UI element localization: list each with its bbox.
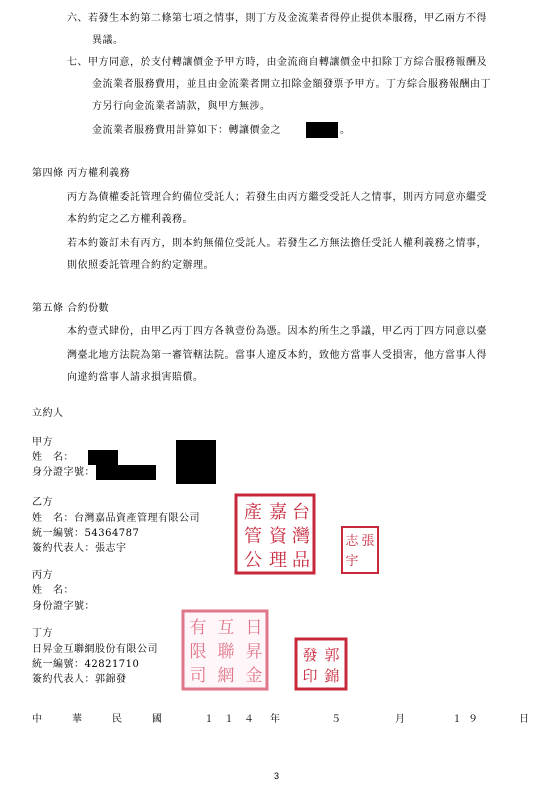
seal-character: 日 bbox=[245, 618, 263, 638]
seal-character: 郭 bbox=[324, 646, 340, 664]
signatories-header: 立約人 bbox=[32, 408, 64, 419]
seal-character: 宇 bbox=[345, 554, 359, 569]
article-4-p1-line-1: 丙方為債權委託管理合約備位受託人；若發生由丙方繼受受託人之情事，則丙方同意亦繼受 bbox=[67, 192, 487, 203]
party-b-company-seal-chars bbox=[244, 502, 310, 571]
redacted-fee-rate bbox=[306, 122, 338, 138]
party-d-company-seal-chars bbox=[190, 618, 263, 686]
date-month-unit: 月 bbox=[395, 714, 405, 725]
article-5-p1-line-2: 灣臺北地方法院為第一審管轄法院。當事人違反本約，致他方當事人受損害，他方當事人得 bbox=[67, 350, 487, 361]
seal-character: 管 bbox=[244, 526, 262, 547]
date-day-unit: 日 bbox=[519, 714, 529, 725]
seal-character: 有 bbox=[189, 618, 207, 638]
seal-character: 資 bbox=[269, 526, 287, 547]
redacted-party-a-seal bbox=[176, 440, 216, 484]
clause-7-line-3: 方另行向金流業者請款，與甲方無涉。 bbox=[92, 101, 271, 112]
party-b-personal-seal-chars bbox=[345, 533, 374, 569]
clause-6-line-1: 六、若發生本約第二條第七項之情事，則丁方及金流業者得停止提供本服務，甲乙兩方不得 bbox=[67, 13, 487, 24]
article-5-p1-line-3: 向違約當事人請求損害賠償。 bbox=[67, 372, 204, 383]
party-b-personal-seal bbox=[340, 525, 380, 575]
party-d-tax-id-line: 統一編號：42821710 bbox=[32, 659, 140, 670]
party-a-id-label: 身分證字號： bbox=[32, 467, 95, 478]
party-d-name-line: 日昇金互聯網股份有限公司 bbox=[32, 644, 158, 655]
seal-character: 張 bbox=[361, 534, 375, 549]
seal-character: 台 bbox=[292, 502, 310, 523]
article-4-p1-line-2: 本約約定之乙方權利義務。 bbox=[67, 214, 193, 225]
date-month: ５ bbox=[331, 714, 341, 725]
redacted-party-a-id bbox=[96, 465, 156, 480]
date-year-unit: 年 bbox=[270, 714, 280, 725]
article-5-p1-line-1: 本約壹式肆份，由甲乙丙丁四方各執壹份為憑。因本約所生之爭議，甲乙丙丁四方同意以臺 bbox=[67, 326, 487, 337]
redacted-party-a-name bbox=[88, 450, 118, 465]
seal-character: 印 bbox=[302, 667, 318, 685]
party-b-company-seal bbox=[233, 492, 317, 576]
date-era: 中 華 民 國 bbox=[32, 714, 172, 725]
clause-6-line-2: 異議。 bbox=[92, 35, 124, 46]
party-d-personal-seal bbox=[293, 636, 349, 692]
party-a-name-label: 姓 名： bbox=[32, 452, 74, 463]
seal-character: 司 bbox=[189, 666, 207, 686]
party-c-id-label: 身份證字號： bbox=[32, 601, 95, 612]
party-b-title: 乙方 bbox=[32, 497, 53, 508]
seal-character: 品 bbox=[292, 550, 310, 571]
clause-7-line-2: 金流業者服務費用，並且由金流業者開立扣除金額發票予甲方。丁方綜合服務報酬由丁 bbox=[92, 79, 491, 90]
date-year: １１４ bbox=[204, 714, 264, 725]
seal-character: 網 bbox=[217, 666, 235, 686]
party-d-personal-seal-chars bbox=[302, 646, 339, 685]
party-b-rep-line: 簽約代表人：張志宇 bbox=[32, 543, 127, 554]
clause-7-line-4: 金流業者服務費用計算如下：轉讓價金之 bbox=[92, 125, 281, 136]
seal-character: 公 bbox=[244, 550, 262, 571]
seal-character: 聯 bbox=[217, 642, 235, 662]
article-4-p2-line-1: 若本約簽訂未有丙方，則本約無備位受託人。若發生乙方無法擔任受託人權利義務之情事， bbox=[67, 238, 487, 249]
seal-character: 昇 bbox=[245, 642, 263, 662]
clause-7-line-1: 七、甲方同意，於支付轉讓價金予甲方時，由金流商自轉讓價金中扣除丁方綜合服務報酬及 bbox=[67, 57, 487, 68]
article-4-heading: 第四條 丙方權利義務 bbox=[32, 168, 131, 179]
party-b-name-line: 姓 名：台灣嘉品資產管理有限公司 bbox=[32, 513, 200, 524]
date-day: １９ bbox=[452, 714, 484, 725]
party-c-name-label: 姓 名： bbox=[32, 585, 74, 596]
seal-character: 產 bbox=[244, 502, 262, 523]
seal-character: 志 bbox=[345, 534, 359, 549]
seal-character: 灣 bbox=[292, 526, 310, 547]
seal-character: 互 bbox=[217, 618, 235, 638]
party-d-rep-line: 簽約代表人：郭錦發 bbox=[32, 674, 127, 685]
seal-character: 錦 bbox=[324, 667, 340, 685]
party-d-company-seal bbox=[180, 608, 270, 692]
article-5-heading: 第五條 合約份數 bbox=[32, 303, 110, 314]
seal-character: 嘉 bbox=[269, 502, 287, 523]
clause-7-line-4-end: 。 bbox=[340, 125, 351, 136]
party-d-title: 丁方 bbox=[32, 628, 53, 639]
seal-character: 發 bbox=[302, 646, 318, 664]
seal-character: 金 bbox=[245, 666, 263, 686]
article-4-p2-line-2: 則依照委託管理合約約定辦理。 bbox=[67, 260, 214, 271]
party-c-title: 丙方 bbox=[32, 570, 53, 581]
seal-character: 理 bbox=[269, 550, 287, 571]
party-b-tax-id-line: 統一編號：54364787 bbox=[32, 528, 140, 539]
seal-character: 限 bbox=[189, 642, 207, 662]
party-a-title: 甲方 bbox=[32, 437, 53, 448]
page-number: 3 bbox=[274, 771, 280, 781]
